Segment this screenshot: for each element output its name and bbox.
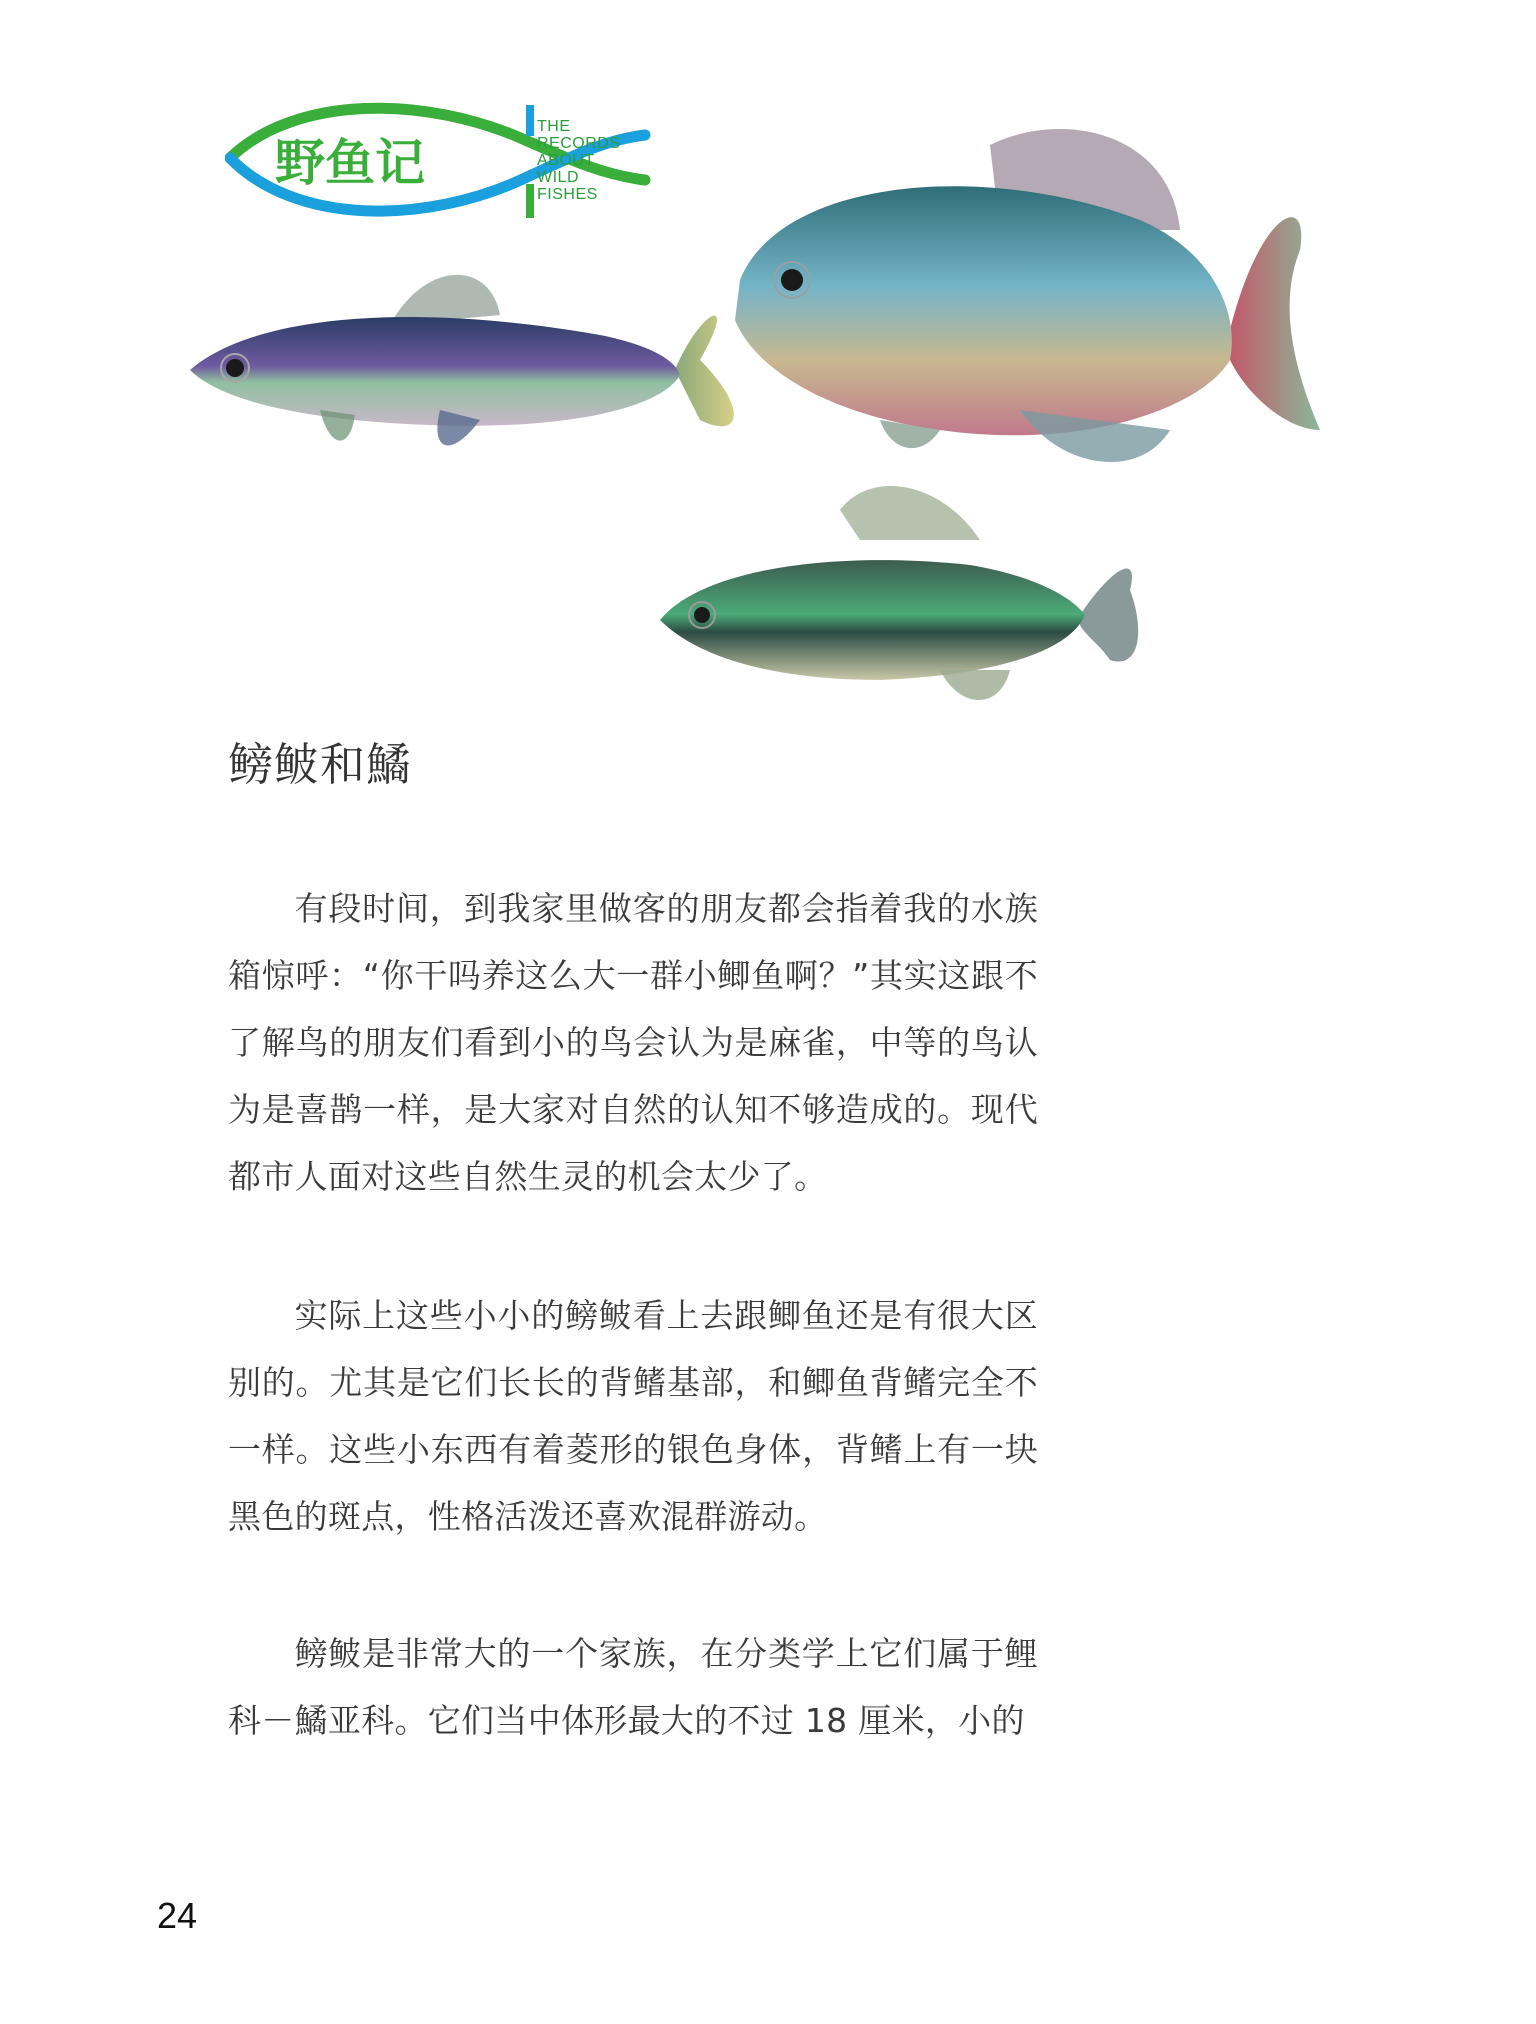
page-number: 24	[157, 1895, 198, 1936]
paragraph-1: 有段时间，到我家里做客的朋友都会指着我的水族箱惊呼：“你干吗养这么大一群小鲫鱼啊？”其实这跟不了解鸟的朋友们看到小的鸟会认为是麻雀，中等的鸟认为是喜鹊一样，是大家对自然的认知不够造成的。现代都市人面对这些自然生灵的机会太少了。	[228, 889, 1038, 1196]
fish-bottom	[660, 486, 1138, 700]
paragraph-2: 实际上这些小小的鳑鲏看上去跟鲫鱼还是有很大区别的。尤其是它们长长的背鳍基部，和鲫鱼背鳍完全不一样。这些小东西有着菱形的银色身体，背鳍上有一块黑色的斑点，性格活泼还喜欢混群游动。	[228, 1296, 1038, 1536]
page-title: 鳑鲏和鱊	[228, 738, 413, 791]
paragraph-3: 鳑鲏是非常大的一个家族，在分类学上它们属于鲤科－鱊亚科。它们当中体形最大的不过 18 厘米，小的	[228, 1634, 1038, 1740]
fish-left	[190, 275, 734, 446]
fish-right-large	[735, 129, 1320, 462]
fish-illustration-icon	[180, 110, 1410, 760]
fish-illustration	[180, 110, 1410, 760]
logo-en-text: THE RECORDS ABOUT WILD FISHES	[537, 118, 621, 203]
logo-cn-text: 野鱼记	[275, 134, 425, 192]
